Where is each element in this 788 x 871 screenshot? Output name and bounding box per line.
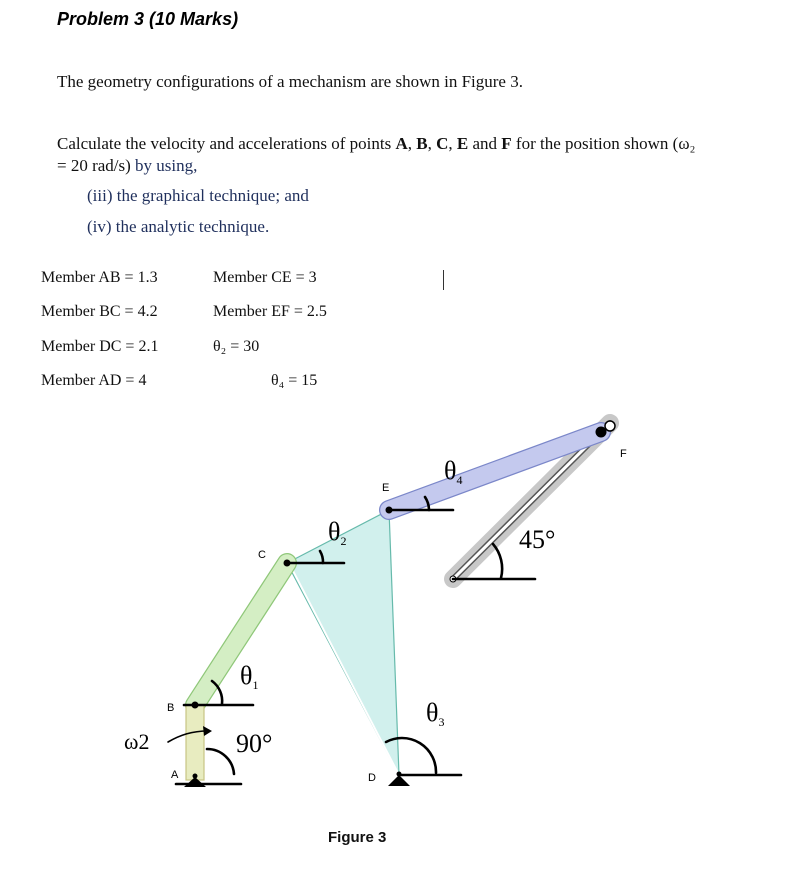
point-b-label: B: [416, 134, 428, 153]
point-a-label: A: [395, 134, 408, 153]
item-number: (iii): [87, 186, 113, 205]
param-ce: Member CE = 3: [213, 269, 317, 286]
point-c-label: C: [436, 134, 449, 153]
theta2-symbol: θ: [328, 517, 341, 546]
label-f: F: [620, 448, 627, 460]
mechanism-figure: [0, 395, 788, 795]
label-c: C: [258, 549, 266, 561]
label-a: A: [171, 769, 179, 781]
angle-45-label: 45°: [519, 525, 556, 554]
point-f-label: F: [501, 134, 512, 153]
link-ab: [186, 705, 204, 780]
theta1-sub: 1: [252, 678, 259, 692]
theta4-label: [444, 456, 462, 487]
param-theta4: θ₄ = 15: [271, 372, 318, 389]
theta1-label: [240, 661, 258, 692]
and-word: and: [468, 134, 502, 153]
item-number: (iv): [87, 217, 112, 236]
theta2-sub: 2: [340, 534, 347, 548]
theta3-label: [426, 698, 444, 729]
method-item-graphical: [87, 186, 309, 206]
task-line2-b: by using,: [135, 156, 198, 175]
theta3-symbol: θ: [426, 698, 439, 727]
method-item-analytic: [87, 217, 269, 237]
omega-arrowhead-icon: [203, 726, 212, 736]
theta1-symbol: θ: [240, 661, 253, 690]
angle-arc-90: [207, 749, 234, 774]
task-line1-pre: Calculate the velocity and accelerations of points: [57, 134, 396, 153]
param-dc: Member DC = 2.1: [41, 338, 159, 355]
label-d: D: [368, 772, 376, 784]
param-theta2: θ₂ = 30: [213, 338, 260, 355]
param-ab: Member AB = 1.3: [41, 269, 158, 286]
task-line1-post: for the position shown (ω₂: [511, 134, 696, 153]
intro-text: The geometry configurations of a mechanism are shown in Figure 3.: [57, 72, 523, 91]
theta2-label: [328, 517, 346, 548]
theta4-symbol: θ: [444, 456, 457, 485]
task-line2-a: = 20 rad/s): [57, 156, 136, 175]
text-cursor: [443, 270, 444, 290]
item-text: the analytic technique.: [115, 217, 270, 236]
slider-pin: [605, 421, 615, 431]
problem-title: Problem 3 (10 Marks): [57, 9, 239, 29]
sep: ,: [448, 134, 457, 153]
theta4-sub: 4: [456, 473, 463, 487]
omega-label: ω2: [124, 729, 150, 754]
label-e: E: [382, 482, 390, 494]
label-b: B: [167, 702, 175, 714]
param-bc: Member BC = 4.2: [41, 303, 158, 320]
item-text: the graphical technique; and: [116, 186, 309, 205]
sep: ,: [407, 134, 417, 153]
task-text: [57, 133, 767, 177]
angle-90-label: 90°: [236, 729, 273, 758]
joint-a: [193, 774, 198, 779]
figure-caption: Figure 3: [328, 829, 387, 846]
ground-d-icon: [388, 775, 410, 786]
sep: ,: [427, 134, 437, 153]
theta3-sub: 3: [438, 715, 445, 729]
point-e-label: E: [456, 134, 469, 153]
param-ad: Member AD = 4: [41, 372, 147, 389]
param-ef: Member EF = 2.5: [213, 303, 327, 320]
link-cde: [287, 510, 399, 775]
